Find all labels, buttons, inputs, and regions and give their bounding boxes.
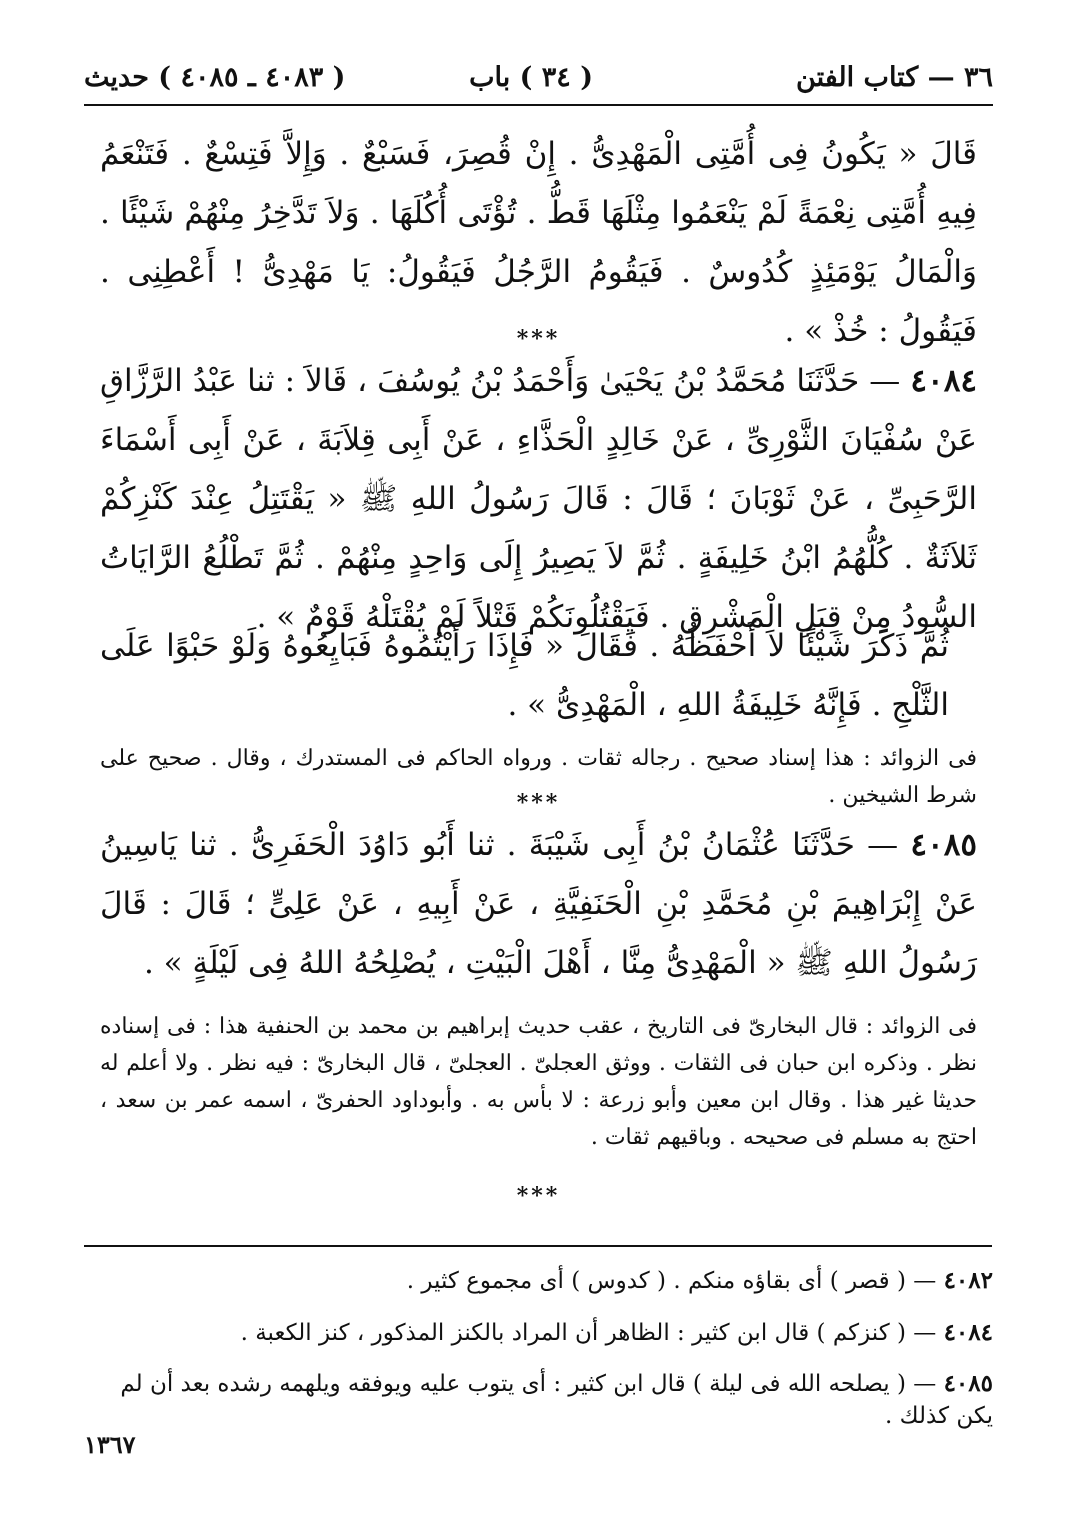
- footnote-rule: [84, 1245, 992, 1247]
- hadith-4083-continuation: قَالَ « يَكُونُ فِى أُمَّتِى الْمَهْدِىُّ . إِنْ قُصِرَ، فَسَبْعٌ . وَإِلاَّ فَتِسْعٌ . فَتَنْعَمُ فِيهِ أُمَّتِى نِعْمَةً لَمْ يَنْعَمُوا مِثْلَهَا قَطُّ . تُؤْتَى أُكُلَهَا . وَلاَ تَدَّخِرُ مِنْهُمْ شَيْئًا . وَالْمَالُ يَوْمَئِذٍ كُدُوسٌ . فَيَقُومُ الرَّجُلُ فَيَقُولُ: يَا مَهْدِىُّ ! أَعْطِنِى . فَيَقُولُ : خُذْ » .: [100, 136, 977, 349]
- hadith-range: ( ٤٠٨٣ ـ ٤٠٨٥ ) حديث: [84, 62, 346, 93]
- separator-stars: ***: [516, 790, 561, 816]
- book-title: ٣٦ — كتاب الفتن: [796, 62, 993, 93]
- page-number: ١٣٦٧: [84, 1430, 136, 1459]
- footnote-number: ٤٠٨٥: [943, 1370, 993, 1397]
- zawaid-note: فى الزوائد : هذا إسناد صحيح . رجاله ثقات . ورواه الحاكم فى المستدرك ، وقال . صحيح على شرط الشيخين .: [100, 746, 977, 808]
- chapter-label: ( ٣٤ ) باب: [469, 62, 593, 93]
- header-rule: [84, 104, 993, 106]
- footnote: [84, 1368, 993, 1432]
- footnote-text: — ( قصر ) أى بقاؤه منكم . ( كدوس ) أى مجموع كثير .: [406, 1268, 937, 1294]
- footnote-text: — ( كنزكم ) قال ابن كثير : الظاهر أن المراد بالكنز المذكور ، كنز الكعبة .: [240, 1320, 937, 1346]
- running-header: [84, 62, 993, 100]
- hadith-number: ٤٠٨٥: [910, 827, 977, 863]
- footnote-number: ٤٠٨٢: [943, 1267, 993, 1294]
- separator-stars: ***: [516, 326, 561, 352]
- hadith-4084: [100, 352, 977, 647]
- footnote-number: ٤٠٨٤: [943, 1319, 993, 1346]
- footnote: [84, 1265, 993, 1297]
- hadith-4084-continuation: ثُمَّ ذَكَرَ شَيْئًا لاَ أَحْفَظُهُ . فَقَالَ « فَإِذَا رَأَيْتُمُوهُ فَبَايِعُوهُ وَلَوْ حَبْوًا عَلَى الثَّلْجِ . فَإِنَّهُ خَلِيفَةُ اللهِ ، الْمَهْدِىُّ » .: [100, 628, 949, 723]
- hadith-text: — حَدَّثَنَا عُثْمَانُ بْنُ أَبِى شَيْبَةَ . ثنا أَبُو دَاوُدَ الْحَفَرِىُّ . ثنا يَاسِينُ عَنْ إِبْرَاهِيمَ بْنِ مُحَمَّدِ بْنِ الْحَنَفِيَّةِ ، عَنْ أَبِيهِ ، عَنْ عَلِىٍّ ؛ قَالَ : قَالَ رَسُولُ اللهِ ﷺ « الْمَهْدِىُّ مِنَّا ، أَهْلَ الْبَيْتِ ، يُصْلِحُهُ اللهُ فِى لَيْلَةٍ » .: [100, 827, 977, 981]
- hadith-text: — حَدَّثَنَا مُحَمَّدُ بْنُ يَحْيَىٰ وَأَحْمَدُ بْنُ يُوسُفَ ، قَالاَ : ثنا عَبْدُ الرَّزَّاقِ عَنْ سُفْيَانَ الثَّوْرِىِّ ، عَنْ خَالِدٍ الْحَذَّاءِ ، عَنْ أَبِى قِلاَبَةَ ، عَنْ أَبِى أَسْمَاءَ الرَّحَبِىِّ ، عَنْ ثَوْبَانَ ؛ قَالَ : قَالَ رَسُولُ اللهِ ﷺ « يَقْتَتِلُ عِنْدَ كَنْزِكُمْ ثَلاَثَةٌ . كُلُّهُمُ ابْنُ خَلِيفَةٍ . ثُمَّ لاَ يَصِيرُ إِلَى وَاحِدٍ مِنْهُمْ . ثُمَّ تَطْلُعُ الرَّايَاتُ السُّودُ مِنْ قِبَلِ الْمَشْرِقِ . فَيَقْتُلُونَكُمْ قَتْلاً لَمْ يُقْتَلْهُ قَوْمٌ » .: [100, 363, 977, 635]
- zawaid-note: فى الزوائد : قال البخارىّ فى التاريخ ، عقب حديث إبراهيم بن محمد بن الحنفية هذا : فى إسناده نظر . وذكره ابن حبان فى الثقات . ووثق العجلىّ . العجلىّ ، قال البخارىّ : فيه نظر . ولا أعلم له حديثا غير هذا . وقال ابن معين وأبو زرعة : لا بأس به . وأبوداود الحفرىّ ، اسمه عمر بن سعد ، احتج به مسلم فى صحيحه . وباقيهم ثقات .: [100, 1014, 977, 1150]
- footnote-text: — ( يصلحه الله فى ليلة ) قال ابن كثير : أى يتوب عليه ويوفقه ويلهمه رشده بعد أن لم يكن كذلك .: [120, 1371, 993, 1429]
- footnote: [84, 1317, 993, 1349]
- hadith-number: ٤٠٨٤: [910, 363, 977, 399]
- separator-stars: ***: [516, 1183, 561, 1209]
- hadith-4085: [100, 816, 977, 993]
